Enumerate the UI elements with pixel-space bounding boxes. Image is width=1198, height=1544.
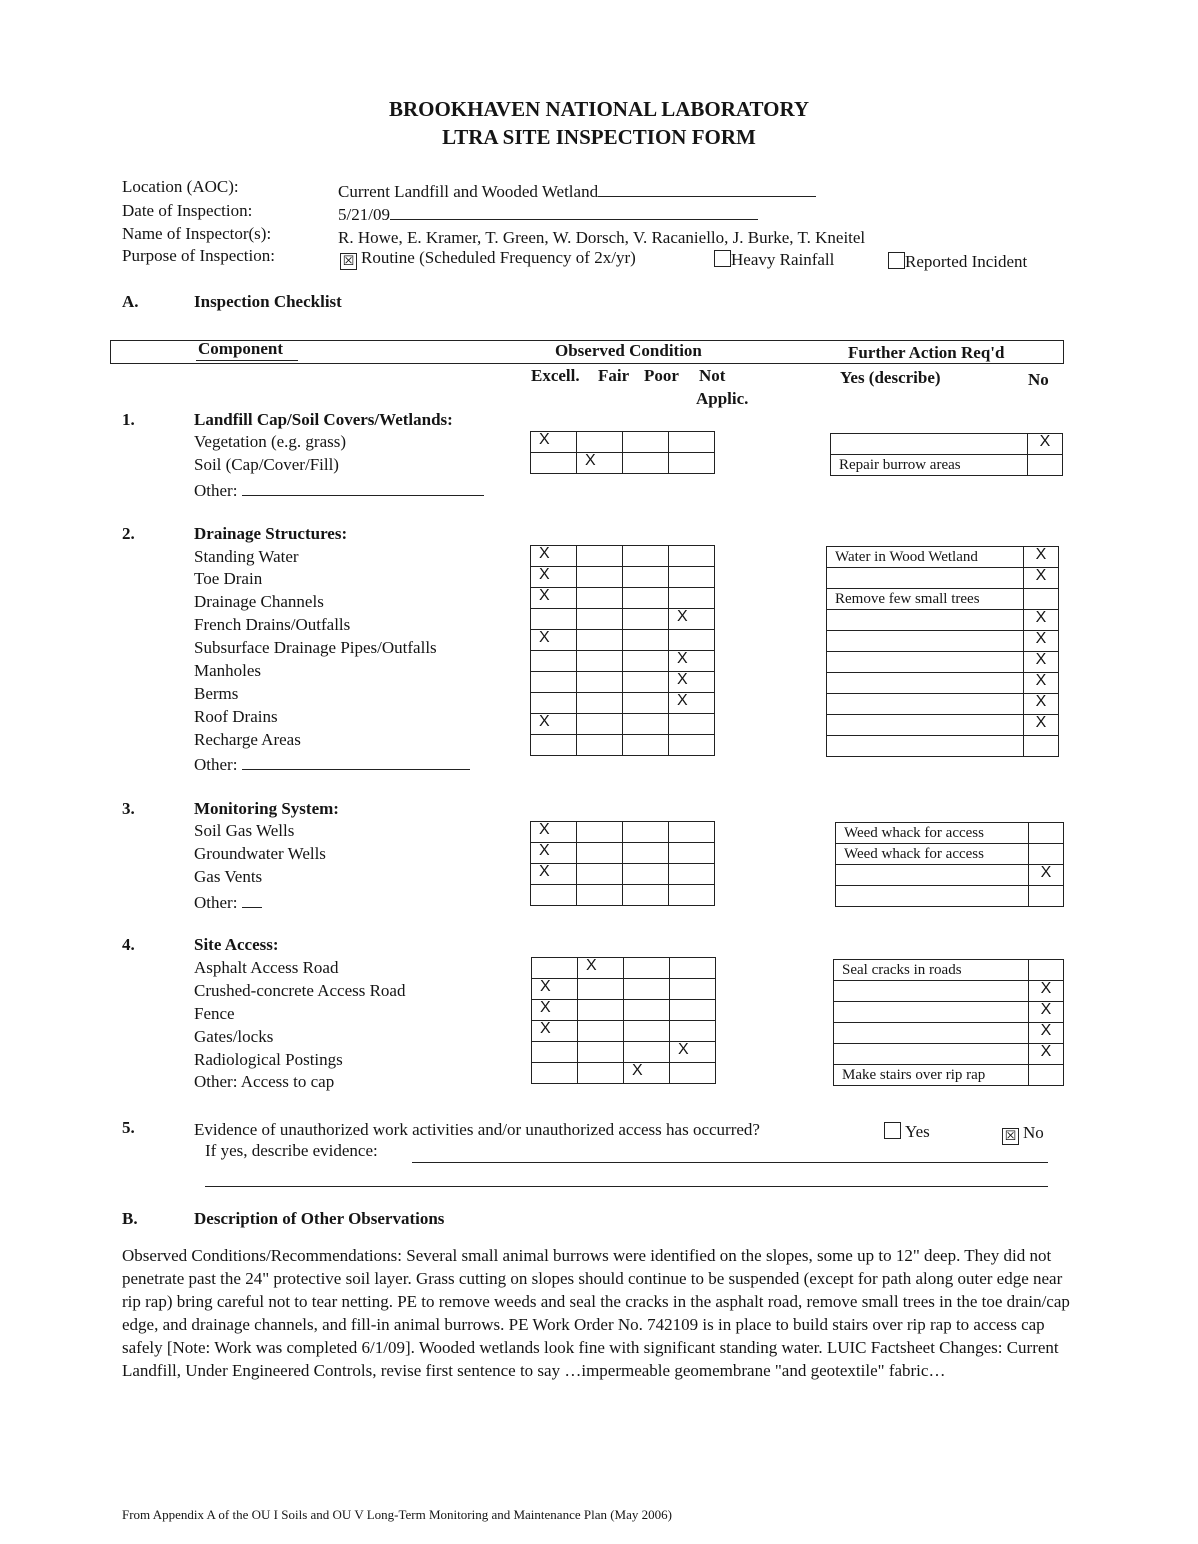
table-row (531, 453, 715, 474)
condition-cell[interactable] (577, 672, 623, 693)
condition-cell[interactable] (577, 843, 623, 864)
action-no-cell[interactable]: X (1029, 981, 1064, 1002)
condition-cell[interactable] (623, 567, 669, 588)
action-no-cell[interactable]: X (1024, 715, 1059, 736)
action-describe-cell[interactable] (827, 631, 1024, 652)
location-field[interactable] (338, 179, 816, 202)
condition-cell[interactable] (669, 735, 715, 756)
condition-cell[interactable] (623, 693, 669, 714)
table-row (827, 631, 1059, 652)
action-no-cell[interactable] (1024, 736, 1059, 757)
purpose-rainfall-checkbox[interactable] (714, 250, 731, 267)
condition-cell[interactable] (532, 1063, 578, 1084)
condition-cell[interactable]: X (531, 714, 577, 735)
col-component: Component (198, 339, 284, 358)
condition-cell[interactable] (670, 1000, 716, 1021)
group-2-number: 2. (122, 524, 135, 543)
action-describe-cell[interactable]: Repair burrow areas (831, 455, 1028, 476)
condition-cell[interactable] (577, 546, 623, 567)
condition-cell[interactable] (669, 822, 715, 843)
q5-question: Evidence of unauthorized work activities and/or unauthorized access has occurred? (194, 1120, 760, 1139)
item-crushed-concrete-road: Crushed-concrete Access Road (194, 981, 406, 1000)
inspectors-label: Name of Inspector(s): (122, 224, 272, 243)
condition-cell[interactable] (623, 735, 669, 756)
condition-cell[interactable]: X (532, 1000, 578, 1021)
condition-cell[interactable]: X (577, 453, 623, 474)
col-further: Further Action Req'd (848, 343, 1005, 362)
table-row (834, 1065, 1064, 1086)
condition-cell[interactable] (624, 1021, 670, 1042)
q5-describe-line-2[interactable] (205, 1186, 1048, 1187)
group-3-number: 3. (122, 799, 135, 818)
item-gas-vents: Gas Vents (194, 867, 263, 886)
col-component-underline (196, 360, 298, 361)
condition-cell[interactable] (531, 735, 577, 756)
action-no-cell[interactable]: X (1024, 652, 1059, 673)
item-gates-locks: Gates/locks (194, 1027, 274, 1046)
other-underline (242, 478, 484, 496)
action-no-cell[interactable]: X (1024, 568, 1059, 589)
item-roof-drains: Roof Drains (194, 707, 278, 726)
table-row (532, 1063, 716, 1084)
item-subsurface-pipes: Subsurface Drainage Pipes/Outfalls (194, 638, 437, 657)
q5-yes-option[interactable] (884, 1122, 930, 1142)
condition-cell[interactable] (577, 864, 623, 885)
table-row (531, 567, 715, 588)
condition-cell[interactable] (670, 1063, 716, 1084)
condition-cell[interactable] (623, 432, 669, 453)
col-not: Not (699, 366, 726, 385)
condition-cell[interactable]: X (669, 672, 715, 693)
q5-describe-label: If yes, describe evidence: (205, 1141, 378, 1160)
action-describe-cell[interactable] (834, 1023, 1029, 1044)
condition-cell[interactable] (577, 714, 623, 735)
action-describe-cell[interactable] (827, 694, 1024, 715)
condition-cell[interactable] (624, 958, 670, 979)
condition-cell[interactable] (623, 885, 669, 906)
condition-cell[interactable] (669, 843, 715, 864)
condition-cell[interactable]: X (532, 979, 578, 1000)
action-describe-cell[interactable] (827, 736, 1024, 757)
action-no-cell[interactable] (1028, 455, 1063, 476)
q5-yes-checkbox[interactable] (884, 1122, 901, 1139)
action-no-cell[interactable]: X (1028, 434, 1063, 455)
condition-cell[interactable] (669, 630, 715, 651)
action-no-cell[interactable] (1029, 823, 1064, 844)
action-describe-cell[interactable] (834, 981, 1029, 1002)
condition-cell[interactable] (578, 1000, 624, 1021)
action-no-cell[interactable]: X (1024, 547, 1059, 568)
col-yes-describe: Yes (describe) (840, 368, 941, 387)
purpose-routine-option[interactable] (340, 248, 636, 270)
condition-cell[interactable] (532, 958, 578, 979)
table-row (831, 455, 1063, 476)
condition-cell[interactable]: X (531, 432, 577, 453)
table-row (827, 547, 1059, 568)
condition-cell[interactable] (577, 693, 623, 714)
condition-cell[interactable] (531, 672, 577, 693)
item-toe-drain: Toe Drain (194, 569, 263, 588)
date-underline (390, 202, 758, 220)
condition-cell[interactable] (623, 864, 669, 885)
group-1-action-table (830, 433, 1063, 476)
condition-cell[interactable] (577, 651, 623, 672)
action-describe-cell[interactable] (827, 715, 1024, 736)
table-row (531, 588, 715, 609)
group-2-title: Drainage Structures: (194, 524, 348, 543)
table-row (531, 864, 715, 885)
location-value: Current Landfill and Wooded Wetland (338, 182, 599, 201)
col-observed: Observed Condition (555, 341, 702, 360)
table-row (531, 672, 715, 693)
condition-cell[interactable]: X (532, 1021, 578, 1042)
condition-cell[interactable]: X (531, 630, 577, 651)
table-row (531, 609, 715, 630)
condition-cell[interactable] (669, 453, 715, 474)
table-row (834, 1002, 1064, 1023)
inspectors-value: R. Howe, E. Kramer, T. Green, W. Dorsch, V. Racaniello, J. Burke, T. Kneitel (338, 228, 866, 247)
action-no-cell[interactable]: X (1029, 865, 1064, 886)
condition-cell[interactable] (577, 609, 623, 630)
col-excell: Excell. (531, 366, 580, 385)
condition-cell[interactable] (670, 1021, 716, 1042)
condition-cell[interactable] (532, 1042, 578, 1063)
table-row (827, 715, 1059, 736)
condition-cell[interactable] (577, 822, 623, 843)
col-fair: Fair (598, 366, 630, 385)
location-label: Location (AOC): (122, 177, 239, 196)
item-berms: Berms (194, 684, 239, 703)
action-describe-cell[interactable] (836, 865, 1029, 886)
condition-cell[interactable] (669, 714, 715, 735)
condition-cell[interactable] (577, 735, 623, 756)
action-no-cell[interactable]: X (1024, 610, 1059, 631)
group-2-condition-table (530, 545, 715, 756)
table-row (827, 736, 1059, 757)
action-no-cell[interactable] (1029, 960, 1064, 981)
col-applic: Applic. (696, 389, 749, 408)
item-drainage-channels: Drainage Channels (194, 592, 324, 611)
action-no-cell[interactable]: X (1024, 694, 1059, 715)
q5-describe-line-1[interactable] (412, 1162, 1048, 1163)
table-row (532, 1042, 716, 1063)
item-groundwater-wells: Groundwater Wells (194, 844, 326, 863)
table-row (532, 1021, 716, 1042)
action-describe-cell[interactable] (827, 673, 1024, 694)
condition-cell[interactable] (623, 588, 669, 609)
condition-cell[interactable] (531, 453, 577, 474)
condition-cell[interactable] (531, 885, 577, 906)
condition-cell[interactable]: X (531, 822, 577, 843)
table-row (532, 958, 716, 979)
q5-no-label: No (1023, 1123, 1044, 1142)
purpose-routine-label: Routine (Scheduled Frequency of 2x/yr) (361, 248, 636, 267)
footer-note: From Appendix A of the OU I Soils and OU V Long-Term Monitoring and Maintenance Plan (May 2006) (122, 1507, 672, 1522)
item-radiological-postings: Radiological Postings (194, 1050, 343, 1069)
action-describe-cell[interactable]: Weed whack for access (836, 823, 1029, 844)
condition-cell[interactable]: X (670, 1042, 716, 1063)
table-row (531, 546, 715, 567)
condition-cell[interactable] (624, 979, 670, 1000)
condition-cell[interactable]: X (531, 567, 577, 588)
condition-cell[interactable] (624, 1000, 670, 1021)
section-b-letter: B. (122, 1209, 138, 1228)
group-3-title: Monitoring System: (194, 799, 339, 818)
group-4-number: 4. (122, 935, 135, 954)
condition-cell[interactable] (531, 609, 577, 630)
action-no-cell[interactable]: X (1024, 631, 1059, 652)
q5-number: 5. (122, 1118, 135, 1137)
action-no-cell[interactable] (1029, 886, 1064, 907)
q5-no-option[interactable] (1002, 1123, 1044, 1145)
condition-cell[interactable] (577, 567, 623, 588)
condition-cell[interactable] (578, 979, 624, 1000)
condition-cell[interactable]: X (531, 843, 577, 864)
action-describe-cell[interactable] (831, 434, 1028, 455)
form-title-line1: BROOKHAVEN NATIONAL LABORATORY (388, 97, 810, 121)
table-row (531, 714, 715, 735)
condition-cell[interactable]: X (624, 1063, 670, 1084)
table-row (834, 1044, 1064, 1065)
condition-cell[interactable] (623, 822, 669, 843)
purpose-incident-option[interactable] (888, 252, 1027, 272)
condition-cell[interactable] (577, 630, 623, 651)
purpose-rainfall-label: Heavy Rainfall (731, 250, 835, 269)
action-no-cell[interactable]: X (1024, 673, 1059, 694)
table-row (836, 865, 1064, 886)
table-row (531, 885, 715, 906)
purpose-incident-checkbox[interactable] (888, 252, 905, 269)
location-underline (598, 179, 816, 197)
date-field[interactable] (338, 202, 758, 225)
table-row (531, 822, 715, 843)
purpose-label: Purpose of Inspection: (122, 246, 275, 265)
group-2-action-table (826, 546, 1059, 757)
table-row (827, 673, 1059, 694)
condition-cell[interactable] (531, 693, 577, 714)
action-no-cell[interactable]: X (1029, 1002, 1064, 1023)
action-no-cell[interactable] (1024, 589, 1059, 610)
item-soil-gas-wells: Soil Gas Wells (194, 821, 295, 840)
item-vegetation: Vegetation (e.g. grass) (194, 432, 347, 451)
action-describe-cell[interactable] (834, 1044, 1029, 1065)
action-no-cell[interactable] (1029, 844, 1064, 865)
condition-cell[interactable] (623, 843, 669, 864)
section-a-title: Inspection Checklist (194, 292, 342, 311)
condition-cell[interactable] (669, 567, 715, 588)
table-row (827, 568, 1059, 589)
table-row (531, 432, 715, 453)
condition-cell[interactable] (623, 630, 669, 651)
item-standing-water: Standing Water (194, 547, 299, 566)
condition-cell[interactable] (577, 885, 623, 906)
item-fence: Fence (194, 1004, 235, 1023)
group-4-condition-table (531, 957, 716, 1084)
action-describe-cell[interactable]: Remove few small trees (827, 589, 1024, 610)
condition-cell[interactable] (623, 651, 669, 672)
condition-cell[interactable] (669, 885, 715, 906)
table-row (531, 735, 715, 756)
action-describe-cell[interactable]: Make stairs over rip rap (834, 1065, 1029, 1086)
table-row (827, 694, 1059, 715)
action-describe-cell[interactable] (827, 652, 1024, 673)
table-row (531, 843, 715, 864)
group-4-action-table (833, 959, 1064, 1086)
action-no-cell[interactable] (1029, 1065, 1064, 1086)
group-3-condition-table (530, 821, 715, 906)
q5-no-checkbox[interactable]: ☒ (1002, 1128, 1019, 1145)
condition-cell[interactable]: X (531, 864, 577, 885)
condition-cell[interactable] (578, 1063, 624, 1084)
table-row (531, 693, 715, 714)
condition-cell[interactable] (531, 651, 577, 672)
condition-cell[interactable]: X (531, 546, 577, 567)
section-b-title: Description of Other Observations (194, 1209, 445, 1228)
action-describe-cell[interactable]: Water in Wood Wetland (827, 547, 1024, 568)
condition-cell[interactable]: X (578, 958, 624, 979)
purpose-routine-checkbox[interactable]: ☒ (340, 253, 357, 270)
group-1-title: Landfill Cap/Soil Covers/Wetlands: (194, 410, 453, 429)
condition-cell[interactable]: X (669, 693, 715, 714)
other-underline (242, 752, 470, 770)
date-label: Date of Inspection: (122, 201, 253, 220)
item-other[interactable]: Other: (194, 752, 470, 775)
condition-cell[interactable] (670, 979, 716, 1000)
col-no: No (1028, 370, 1049, 389)
condition-cell[interactable] (577, 588, 623, 609)
item-other[interactable]: Other: (194, 478, 484, 501)
condition-cell[interactable] (578, 1021, 624, 1042)
condition-cell[interactable] (623, 714, 669, 735)
condition-cell[interactable]: X (669, 609, 715, 630)
table-row (834, 1023, 1064, 1044)
condition-cell[interactable] (669, 588, 715, 609)
date-value: 5/21/09 (338, 205, 390, 224)
condition-cell[interactable] (670, 958, 716, 979)
condition-cell[interactable] (577, 432, 623, 453)
group-4-title: Site Access: (194, 935, 279, 954)
table-row (836, 886, 1064, 907)
table-row (531, 651, 715, 672)
group-1-number: 1. (122, 410, 135, 429)
table-row (834, 960, 1064, 981)
purpose-incident-label: Reported Incident (905, 252, 1028, 271)
action-describe-cell[interactable]: Weed whack for access (836, 844, 1029, 865)
condition-cell[interactable] (624, 1042, 670, 1063)
condition-cell[interactable] (669, 546, 715, 567)
condition-cell[interactable] (669, 864, 715, 885)
condition-cell[interactable]: X (531, 588, 577, 609)
table-row (532, 979, 716, 1000)
condition-cell[interactable] (669, 432, 715, 453)
group-3-action-table (835, 822, 1064, 907)
action-no-cell[interactable]: X (1029, 1023, 1064, 1044)
action-describe-cell[interactable]: Seal cracks in roads (834, 960, 1029, 981)
condition-cell[interactable]: X (669, 651, 715, 672)
condition-cell[interactable] (623, 546, 669, 567)
item-asphalt-road: Asphalt Access Road (194, 958, 339, 977)
item-manholes: Manholes (194, 661, 262, 680)
table-row (834, 981, 1064, 1002)
table-row (532, 1000, 716, 1021)
purpose-rainfall-option[interactable] (714, 250, 834, 270)
condition-cell[interactable] (578, 1042, 624, 1063)
action-describe-cell[interactable] (836, 886, 1029, 907)
item-french-drains: French Drains/Outfalls (194, 615, 351, 634)
item-recharge-areas: Recharge Areas (194, 730, 301, 749)
action-no-cell[interactable]: X (1029, 1044, 1064, 1065)
condition-cell[interactable] (623, 672, 669, 693)
action-describe-cell[interactable] (827, 610, 1024, 631)
observations-paragraph: Observed Conditions/Recommendations: Several small animal burrows were identified on the slopes, some up to 12" deep. They did not penetrate past the 24" protective soil layer. Grass cutting on slopes should continue to be suspended (except for path along outer edge near rip rap) bring careful not to tear netting. PE to remove weeds and seal the cracks in the asphalt road, remove small trees in the toe drain/cap edge, and drainage channels, and fill-in animal burrows. PE Work Order No. 742109 is in place to build stairs over rip rap to access cap safely [Note: Work was completed 6/1/09]. Wooded wetlands look fine with significant standing water. LUIC Factsheet Changes: Current Landfill, Under Engineered Controls, revise first sentence to say …impermeable geomembrane "and geotextile" fabric… (122, 1246, 1070, 1380)
form-title-line2: LTRA SITE INSPECTION FORM (442, 125, 756, 149)
q5-yes-label: Yes (905, 1122, 930, 1141)
table-row (827, 589, 1059, 610)
group-1-condition-table (530, 431, 715, 474)
col-poor: Poor (644, 366, 679, 385)
item-other[interactable]: Other: (194, 890, 262, 913)
table-row (531, 630, 715, 651)
table-row (827, 652, 1059, 673)
table-row (827, 610, 1059, 631)
table-row (831, 434, 1063, 455)
action-describe-cell[interactable] (827, 568, 1024, 589)
condition-cell[interactable] (623, 609, 669, 630)
table-row (836, 823, 1064, 844)
section-a-letter: A. (122, 292, 139, 311)
action-describe-cell[interactable] (834, 1002, 1029, 1023)
table-row (836, 844, 1064, 865)
other-underline (242, 890, 262, 908)
item-soil: Soil (Cap/Cover/Fill) (194, 455, 339, 474)
condition-cell[interactable] (623, 453, 669, 474)
item-other-access-to-cap: Other: Access to cap (194, 1072, 335, 1091)
